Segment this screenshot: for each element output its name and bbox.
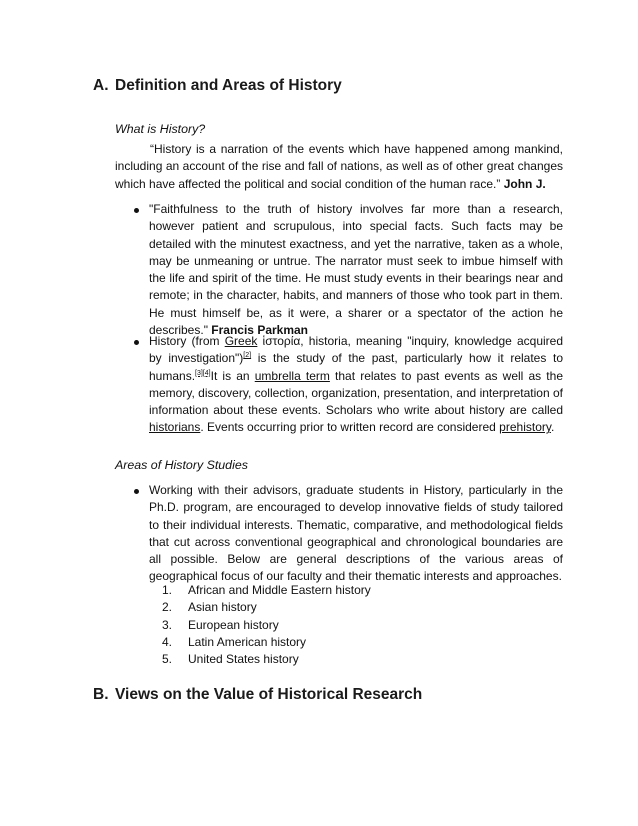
list-item-label: African and Middle Eastern history [188, 583, 371, 597]
list-item [162, 617, 462, 634]
graduate-fields-bullet [149, 482, 563, 586]
list-item-label: United States history [188, 652, 299, 667]
section-a-heading [93, 77, 342, 95]
graduate-fields-text: Working with their advisors, graduate students in History, particularly in the Ph.D. program, are encouraged to develop innovative fields of study tailored to their individual interests. Thematic, comparative, and methodological fields that cut across conventional geographical and chronological boundaries are all possible. Below are general descriptions of the various areas of geographical focus of our faculty and their thematic interests and approaches. [149, 483, 563, 584]
list-item-number: 3. [162, 617, 173, 632]
list-item-number: 1. [162, 583, 173, 597]
definition-text-2: ἱστορία, historia, meaning "inquiry, knowledge acquired by investigation") [149, 334, 564, 366]
quote-author: John J. [503, 176, 546, 191]
what-is-history-subheading: What is History? [115, 122, 206, 136]
historians-link[interactable]: historians [149, 420, 201, 435]
greek-link[interactable]: Greek [224, 334, 258, 348]
section-a-title: Definition and Areas of History [115, 77, 342, 94]
quote-text: “History is a narration of the events which have happened among mankind, including an account of the rise and fall of nations, as well as of other great changes which have affected the political and social condition of the human race.” [115, 142, 563, 191]
definition-text-4: It is an [210, 368, 255, 383]
list-item-label: European history [188, 617, 279, 632]
definition-text-5: that relates to past events as well as the memory, discovery, collection, organization, presentation, and interpretation of information about these events. Scholars who write about history are called [149, 368, 563, 418]
reference-3-4-link[interactable]: [3][4] [195, 369, 211, 377]
bullet-dot [134, 489, 139, 494]
areas-subheading: Areas of History Studies [115, 458, 248, 472]
reference-2-link[interactable]: [2] [243, 352, 252, 360]
bullet-dot [134, 340, 139, 345]
parkman-quote-bullet [149, 201, 563, 339]
areas-list [162, 582, 462, 668]
definition-text-1: History (from [149, 334, 225, 348]
definition-text-6: . Events occurring prior to written record are considered [200, 420, 500, 435]
definition-text-7: . [550, 420, 555, 435]
section-b-letter: B. [93, 686, 109, 703]
bullet-dot [134, 208, 139, 213]
list-item-number: 2. [162, 600, 173, 615]
list-item [162, 582, 462, 599]
definition-text-3: is the study of the past, particularly how it relates to humans. [149, 351, 563, 383]
history-quote-paragraph [115, 141, 563, 193]
list-item-label: Asian history [188, 600, 257, 615]
prehistory-link[interactable]: prehistory [499, 420, 551, 435]
list-item [162, 651, 462, 668]
history-definition-bullet [149, 333, 563, 437]
section-b-title: Views on the Value of Historical Research [115, 686, 423, 703]
section-a-letter: A. [93, 77, 109, 94]
list-item-label: Latin American history [188, 634, 307, 649]
list-item-number: 4. [162, 634, 173, 649]
list-item [162, 634, 462, 651]
parkman-author: Francis Parkman [211, 323, 309, 338]
umbrella-term-link[interactable]: umbrella term [254, 368, 330, 383]
list-item-number: 5. [162, 652, 173, 667]
section-b-heading [93, 686, 422, 704]
parkman-quote-text: "Faithfulness to the truth of history involves far more than a research, however patient and scrupulous, into special facts. Such facts may be detailed with the minutest exactness, and yet the narrative, taken as a whole, may be unmeaning or untrue. The narrator must seek to imbue himself with the life and spirit of the time. He must study events in their bearings near and remote; in the character, habits, and manners of those who took part in them. He must himself be, as it were, a sharer or a spectator of the action he describes." [149, 202, 563, 338]
list-item [162, 599, 462, 616]
